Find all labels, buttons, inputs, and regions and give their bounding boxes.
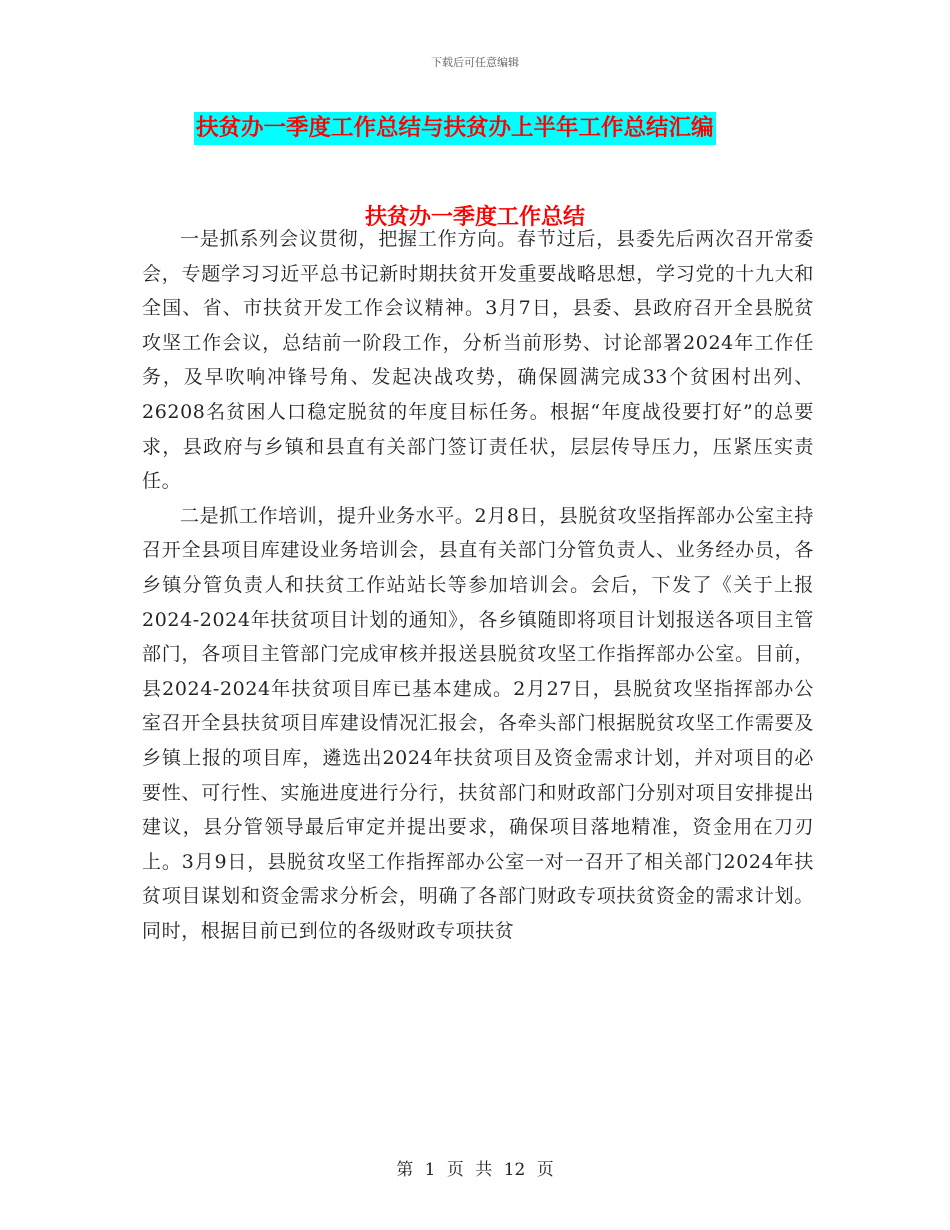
page-header-note: 下载后可任意编辑: [431, 56, 519, 69]
paragraph-1: 一是抓系列会议贯彻，把握工作方向。春节过后，县委先后两次召开常委会，专题学习习近平总书记新时期扶贫开发重要战略思想，学习党的十九大和全国、省、市扶贫开发工作会议精神。3月7日，县委、县政府召开全县脱贫攻坚工作会议，总结前一阶段工作，分析当前形势、讨论部署2024年工作任务，及早吹响冲锋号角、发起决战攻势，确保圆满完成33个贫困村出列、26208名贫困人口稳定脱贫的年度目标任务。根据“年度战役要打好”的总要求，县政府与乡镇和县直有关部门签订责任状，层层传导压力，压紧压实责任。: [142, 228, 814, 493]
section-title: 扶贫办一季度工作总结: [364, 205, 585, 230]
document-title: 扶贫办一季度工作总结与扶贫办上半年工作总结汇编: [194, 112, 716, 145]
paragraph-2: 二是抓工作培训，提升业务水平。2月8日，县脱贫攻坚指挥部办公室主持召开全县项目库建设业务培训会，县直有关部门分管负责人、业务经办员，各乡镇分管负责人和扶贫工作站站长等参加培训会。会后，下发了《关于上报2024-2024年扶贫项目计划的通知》，各乡镇随即将项目计划报送各项目主管部门，各项目主管部门完成审核并报送县脱贫攻坚工作指挥部办公室。目前，县2024-2024年扶贫项目库已基本建成。2月27日，县脱贫攻坚指挥部办公室召开全县扶贫项目库建设情况汇报会，各牵头部门根据脱贫攻坚工作需要及乡镇上报的项目库，遴选出2024年扶贫项目及资金需求计划，并对项目的必要性、可行性、实施进度进行分行，扶贫部门和财政部门分别对项目安排提出建议，县分管领导最后审定并提出要求，确保项目落地精准，资金用在刀刃上。3月9日，县脱贫攻坚工作指挥部办公室一对一召开了相关部门2024年扶贫项目谋划和资金需求分析会，明确了各部门财政专项扶贫资金的需求计划。同时，根据目前已到位的各级财政专项扶贫: [142, 504, 814, 942]
document-body: [142, 222, 814, 948]
page-footer: 第 1 页 共 12 页: [396, 1160, 554, 1180]
